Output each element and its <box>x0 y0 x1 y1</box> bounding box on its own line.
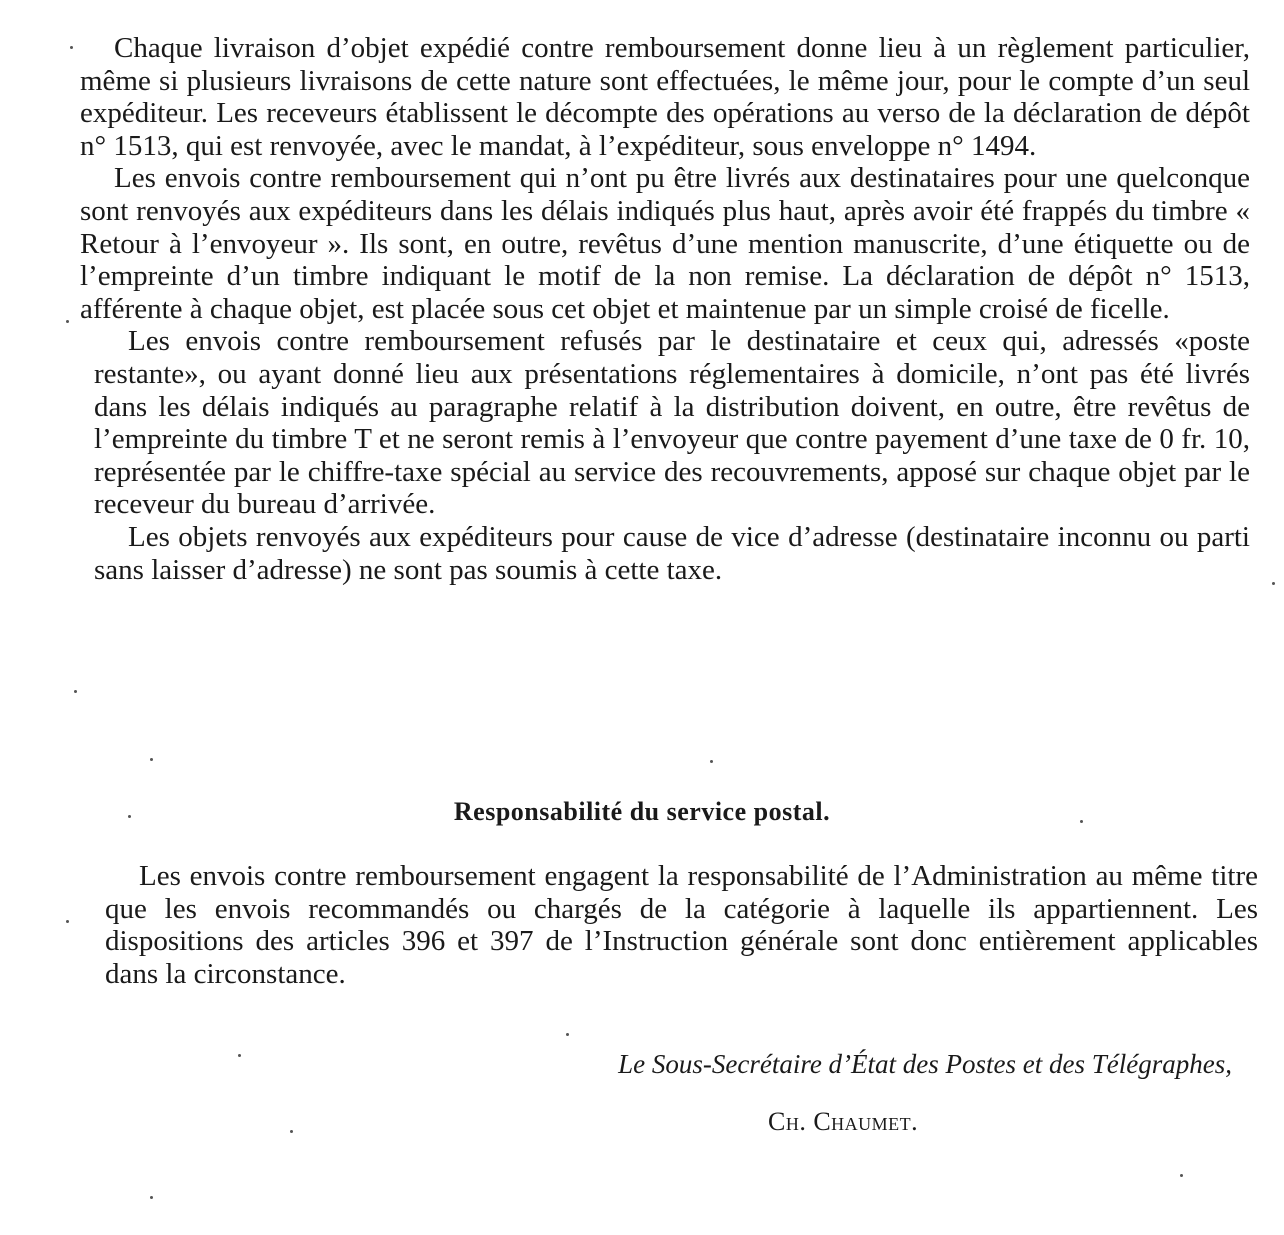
paragraph-2: Les envois contre remboursement qui n’ont pu être livrés aux destinataires pour une quelconque sont renvoyés aux expéditeurs dans les délais indiqués plus haut, après avoir été frappés du timbre « Retour à l’envoyeur ». Ils sont, en outre, revêtus d’une mention manuscrite, d’une étiquette ou de l’empreinte d’un timbre indiquant le motif de la non remise. La déclaration de dépôt n° 1513, afférente à chaque objet, est placée sous cet objet et maintenue par un simple croisé de ficelle. <box>80 162 1250 325</box>
scan-speck <box>150 758 153 761</box>
scan-speck <box>566 1033 569 1036</box>
paragraph-1: Chaque livraison d’objet expédié contre remboursement donne lieu à un règlement particulier, même si plusieurs livraisons de cette nature sont effectuées, le même jour, pour le compte d’un seul expéditeur. Les receveurs établissent le décompte des opérations au verso de la déclaration de dépôt n° 1513, qui est renvoyée, avec le mandat, à l’expéditeur, sous enveloppe n° 1494. <box>80 32 1250 162</box>
section-paragraph: Les envois contre remboursement engagent la responsabilité de l’Administration au même titre que les envois recommandés ou chargés de la catégorie à laquelle ils appartiennent. Les dispositions des articles 396 et 397 de l’Instruction générale sont donc entièrement applicables dans la circonstance. <box>105 860 1258 990</box>
scan-speck <box>128 815 131 818</box>
signature-name: Ch. Chaumet. <box>768 1107 919 1136</box>
section-heading: Responsabilité du service postal. <box>453 797 831 826</box>
scan-speck <box>710 760 713 763</box>
scan-speck <box>66 320 69 323</box>
scan-speck <box>66 920 69 923</box>
signature-title: Le Sous-Secrétaire d’État des Postes et des Télégraphes, <box>618 1049 1232 1079</box>
scan-speck <box>1180 1174 1183 1177</box>
scan-speck <box>1080 820 1083 823</box>
scan-speck <box>74 690 77 693</box>
scan-speck <box>1272 582 1275 585</box>
paragraph-4: Les objets renvoyés aux expéditeurs pour cause de vice d’adresse (destinataire inconnu ou parti sans laisser d’adresse) ne sont pas soumis à cette taxe. <box>94 520 1250 586</box>
scan-speck <box>70 46 73 49</box>
scan-speck <box>290 1130 293 1133</box>
section-text <box>105 860 1258 990</box>
scan-speck <box>150 1196 153 1199</box>
paragraph-3: Les envois contre remboursement refusés par le destinataire et ceux qui, adressés «poste restante», ou ayant donné lieu aux présentations réglementaires à domicile, n’ont pas été livrés dans les délais indiqués au paragraphe relatif à la distribution doivent, en outre, être revêtus de l’empreinte du timbre T et ne seront remis à l’envoyeur que contre payement d’une taxe de 0 fr. 10, représentée par le chiffre-taxe spécial au service des recouvrements, apposé sur chaque objet par le receveur du bureau d’arrivée. <box>94 325 1250 521</box>
main-text <box>80 32 1250 586</box>
scan-speck <box>238 1054 241 1057</box>
